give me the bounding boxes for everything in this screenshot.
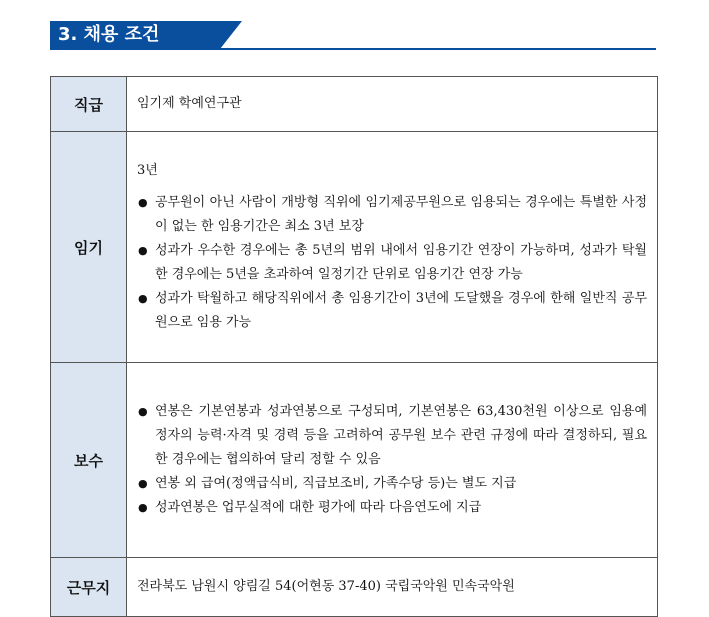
- list-item: [137, 496, 647, 520]
- term-item-text: 성과가 우수한 경우에는 총 5년의 범위 내에서 임용기간 연장이 가능하며, 성과가 탁월한 경우에는 5년을 초과하여 일정기간 단위로 임용기간 연장 가능: [155, 243, 647, 282]
- pay-item-text: 연봉은 기본연봉과 성과연봉으로 구성되며, 기본연봉은 63,430천원 이상으로 임용예정자의 능력·자격 및 경력 등을 고려하여 공무원 보수 관련 규정에 따라 결정하되, 필요한 경우에는 협의하여 달리 정할 수 있음: [155, 404, 647, 467]
- bullet-icon: ●: [138, 244, 148, 257]
- row-position: [51, 77, 658, 132]
- list-item: [137, 191, 647, 239]
- term-item-text: 공무원이 아닌 사람이 개방형 직위에 임기제공무원으로 임용되는 경우에는 특별한 사정이 없는 한 임용기간은 최소 3년 보장: [155, 195, 647, 234]
- section-tab-slope: [220, 21, 242, 49]
- conditions-table: [50, 76, 658, 617]
- position-value: 임기제 학예연구관: [127, 77, 658, 132]
- section-rule: [50, 48, 656, 50]
- place-value: 전라북도 남원시 양림길 54(어현동 37-40) 국립국악원 민속국악원: [127, 558, 658, 617]
- bullet-icon: ●: [138, 292, 148, 305]
- term-list: [137, 191, 647, 335]
- position-label: 직급: [51, 77, 127, 132]
- bullet-icon: ●: [138, 196, 148, 209]
- list-item: [137, 472, 647, 496]
- pay-item-text: 연봉 외 급여(정액급식비, 직급보조비, 가족수당 등)는 별도 지급: [155, 476, 517, 491]
- row-pay: [51, 363, 658, 558]
- term-label: 임기: [51, 132, 127, 363]
- pay-item-text: 성과연봉은 업무실적에 대한 평가에 따라 다음연도에 지급: [155, 500, 482, 515]
- place-label: 근무지: [51, 558, 127, 617]
- bullet-icon: ●: [138, 501, 148, 514]
- list-item: [137, 400, 647, 472]
- list-item: [137, 239, 647, 287]
- term-cell: [127, 132, 658, 363]
- section-title: 3. 채용 조건: [58, 24, 160, 45]
- pay-list: [137, 400, 647, 520]
- row-term: [51, 132, 658, 363]
- row-place: [51, 558, 658, 617]
- list-item: [137, 287, 647, 335]
- term-item-text: 성과가 탁월하고 해당직위에서 총 임용기간이 3년에 도달했을 경우에 한해 일반직 공무원으로 임용 가능: [155, 291, 647, 330]
- bullet-icon: ●: [138, 477, 148, 490]
- pay-cell: [127, 363, 658, 558]
- pay-label: 보수: [51, 363, 127, 558]
- term-value: 3년: [137, 163, 158, 178]
- section-header: [50, 19, 656, 51]
- bullet-icon: ●: [138, 405, 148, 418]
